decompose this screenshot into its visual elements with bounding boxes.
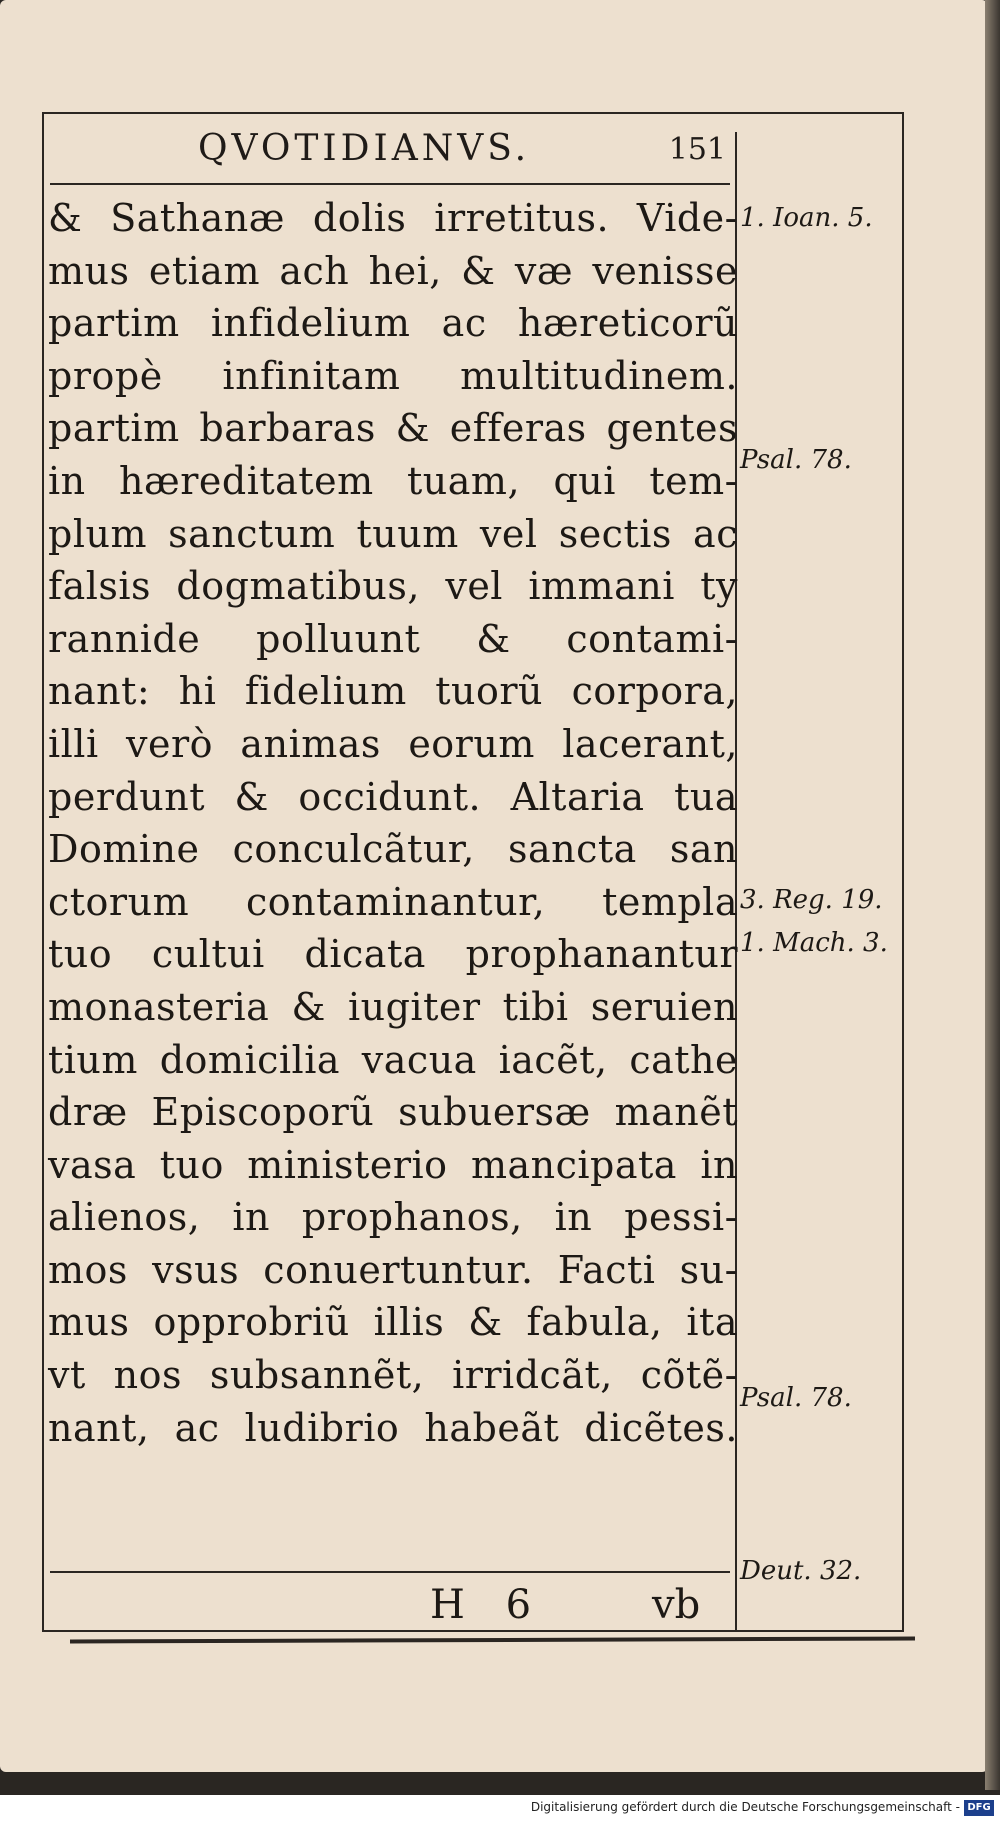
footer-rule	[50, 1571, 730, 1573]
text-line: ctorum contaminantur, templa	[48, 879, 738, 924]
margin-note: Deut. 32.	[740, 1556, 862, 1586]
page-edge-shadow	[985, 0, 1000, 1790]
text-line: in hæreditatem tuam, qui tem-	[48, 458, 738, 503]
text-line: propè infinitam multitudinem.	[48, 353, 738, 398]
text-line: partim barbaras & efferas gentes	[48, 406, 738, 451]
text-line: tuo cultui dicata prophanantur	[48, 932, 738, 977]
text-line: & Sathanæ dolis irretitus. Vide-	[48, 196, 738, 240]
margin-note: 1. Ioan. 5.	[740, 203, 873, 233]
text-line: nant: hi fidelium tuorũ corpora,	[48, 669, 738, 714]
credit-text: Digitalisierung gefördert durch die Deutsche Forschungsgemeinschaft -	[530, 1800, 960, 1814]
digitization-credit-bar	[0, 1795, 1000, 1822]
margin-note: 1. Mach. 3.	[740, 928, 888, 958]
text-line: perdunt & occidunt. Altaria tua	[48, 774, 738, 819]
margin-note: Psal. 78.	[740, 1383, 852, 1413]
text-line: vasa tuo ministerio mancipata in	[48, 1142, 738, 1187]
header-rule	[50, 183, 730, 185]
page-number: 151	[668, 132, 726, 167]
margin-note: Psal. 78.	[740, 445, 852, 475]
text-line: rannide polluunt & contami-	[48, 616, 738, 661]
dfg-logo: DFG	[964, 1800, 994, 1816]
margin-note: 3. Reg. 19.	[740, 885, 883, 915]
page-header	[48, 124, 728, 180]
text-line: monasteria & iugiter tibi seruien	[48, 984, 738, 1029]
text-line: Domine conculcãtur, sancta san	[48, 827, 738, 872]
text-line: mus etiam ach hei, & væ venisse	[48, 248, 738, 293]
text-line: tium domicilia vacua iacẽt, cathe	[48, 1037, 738, 1082]
text-line: mus opprobriũ illis & fabula, ita	[48, 1300, 738, 1345]
text-line: nant, ac ludibrio habeãt dicẽtes.	[48, 1405, 738, 1450]
text-line: plum sanctum tuum vel sectis ac	[48, 511, 738, 556]
catchword: vb	[652, 1582, 701, 1628]
text-line: illi verò animas eorum lacerant,	[48, 721, 738, 766]
text-line: alienos, in prophanos, in pessi-	[48, 1195, 738, 1240]
text-line: partim infidelium ac hæreticorũ	[48, 301, 738, 346]
text-line: dræ Episcoporũ subuersæ manẽt	[48, 1090, 738, 1135]
text-line: vt nos subsannẽt, irridcãt, cõtẽ-	[48, 1353, 738, 1398]
text-line: mos vsus conuertuntur. Facti su-	[48, 1247, 738, 1292]
running-title: QVOTIDIANVS.	[198, 128, 531, 169]
signature-mark: H 6	[430, 1582, 546, 1628]
main-text	[48, 192, 738, 1454]
text-line: falsis dogmatibus, vel immani ty	[48, 564, 738, 609]
